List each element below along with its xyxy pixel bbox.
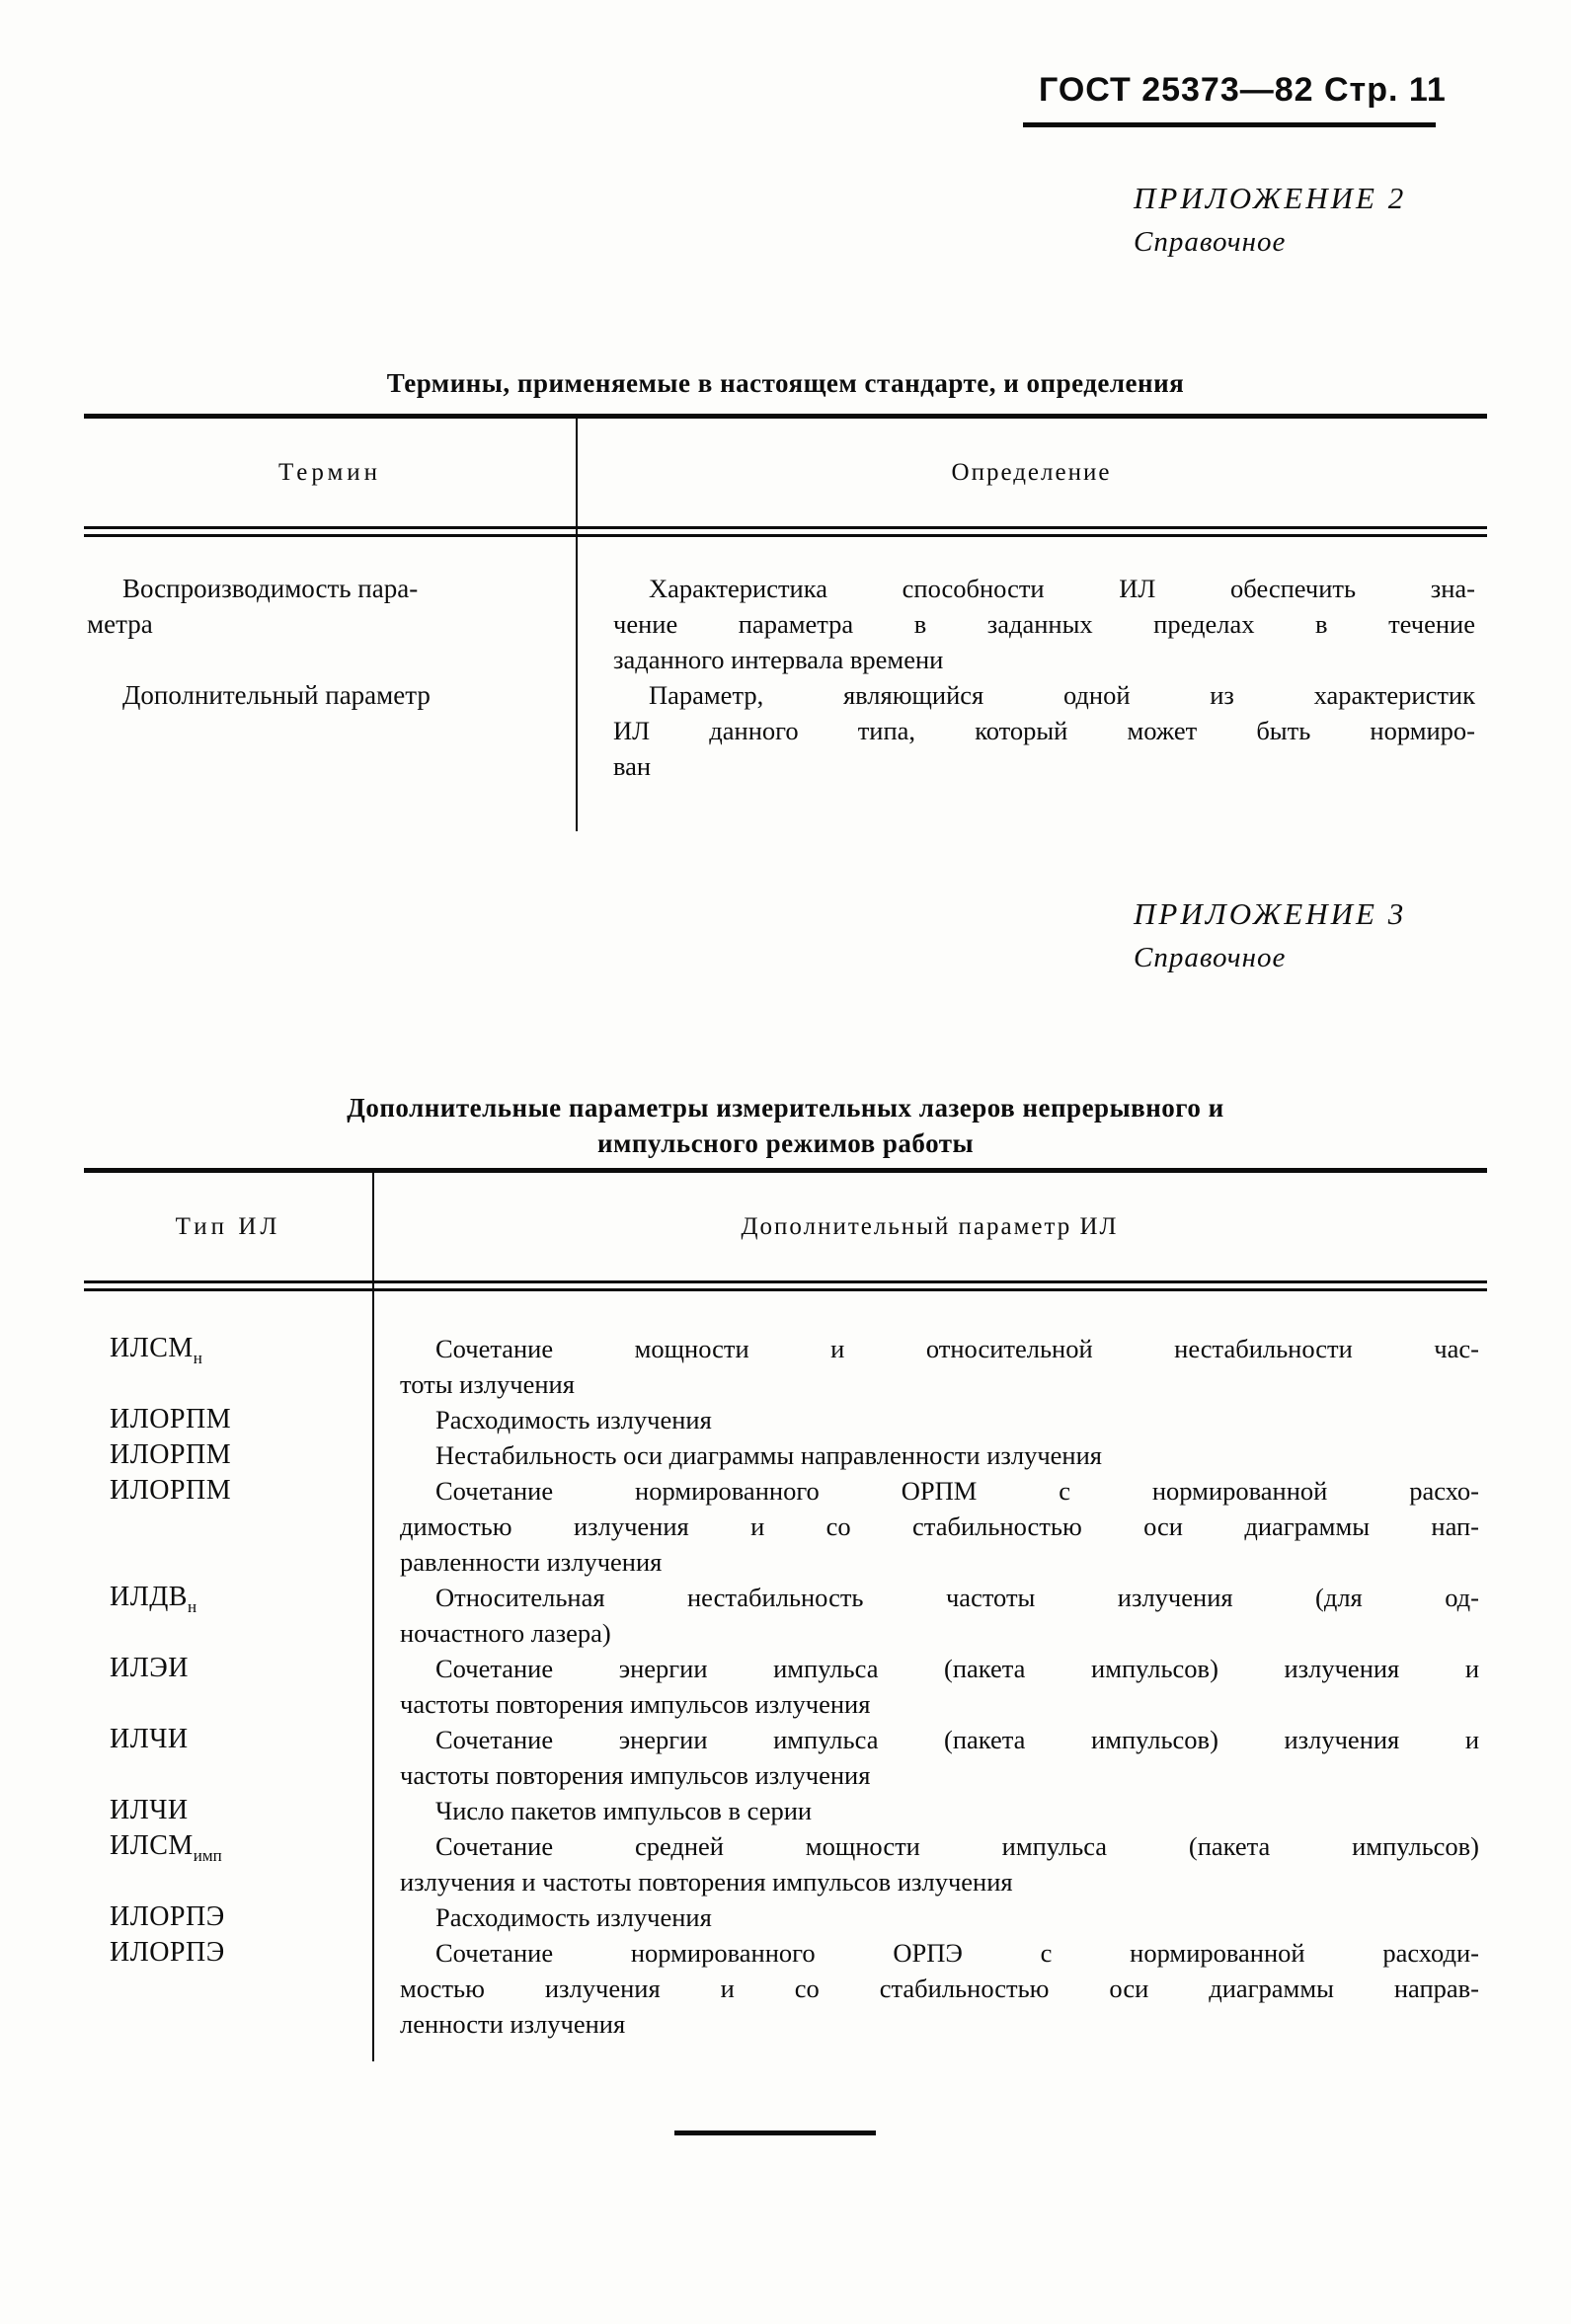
laser-type-subscript: н xyxy=(193,1349,202,1367)
table-row xyxy=(84,677,1487,784)
parameter-line: ленности излучения xyxy=(400,2009,626,2039)
term-cell xyxy=(84,677,576,784)
parameter-cell xyxy=(372,1651,1487,1722)
parameter-cell xyxy=(372,1722,1487,1793)
table1-double-rule xyxy=(84,526,1487,537)
definition-line: Характеристика способности ИЛ обеспечить зна- xyxy=(649,574,1475,603)
parameter-line: Относительная нестабильность частоты излучения (для од- xyxy=(435,1583,1479,1612)
parameter-line: Сочетание средней мощности импульса (пакета импульсов) xyxy=(435,1831,1479,1861)
laser-type-label: ИЛЧИ xyxy=(110,1724,189,1754)
table1-header-definition: Определение xyxy=(951,458,1112,486)
laser-type-label: ИЛОРПМ xyxy=(110,1439,232,1470)
appendix3-label: ПРИЛОЖЕНИЕ 3 xyxy=(1134,896,1407,931)
laser-type-cell xyxy=(84,1899,372,1935)
table-row xyxy=(84,1828,1487,1899)
parameter-cell xyxy=(372,1402,1487,1437)
parameter-line: Сочетание мощности и относительной нестабильности час- xyxy=(435,1334,1479,1363)
table-row xyxy=(84,571,1487,677)
table-row xyxy=(84,1935,1487,2042)
term-line: Дополнительный параметр xyxy=(122,680,431,710)
parameter-line: тоты излучения xyxy=(400,1369,575,1399)
laser-type-label: ИЛОРПМ xyxy=(110,1475,232,1506)
parameter-cell xyxy=(372,1437,1487,1473)
parameter-cell xyxy=(372,1935,1487,2042)
table1-column-divider xyxy=(576,414,578,831)
laser-type-label: ИЛСМ xyxy=(110,1830,194,1861)
laser-type-subscript: имп xyxy=(193,1846,222,1865)
parameter-cell xyxy=(372,1331,1487,1402)
parameter-line: Расходимость излучения xyxy=(435,1405,712,1434)
parameter-line: излучения и частоты повторения импульсов излучения xyxy=(400,1867,1013,1897)
table2-body xyxy=(84,1291,1487,2061)
laser-type-cell xyxy=(84,1651,372,1722)
laser-type-cell xyxy=(84,1402,372,1437)
laser-type-label: ИЛЧИ xyxy=(110,1795,189,1825)
parameter-line: мостью излучения и со стабильностью оси диаграммы направ- xyxy=(400,1974,1479,2003)
table-row xyxy=(84,1402,1487,1437)
table2-header-type: Тип ИЛ xyxy=(175,1212,281,1240)
table-row xyxy=(84,1793,1487,1828)
table1-body xyxy=(84,537,1487,831)
laser-type-cell xyxy=(84,1828,372,1899)
parameter-line: частоты повторения импульсов излучения xyxy=(400,1760,871,1790)
appendix2-block xyxy=(1134,181,1406,259)
definition-cell xyxy=(576,677,1487,784)
table-row xyxy=(84,1580,1487,1651)
table-row xyxy=(84,1473,1487,1580)
parameter-line: димостью излучения и со стабильностью оси диаграммы нап- xyxy=(400,1511,1479,1541)
term-line: метра xyxy=(87,609,153,639)
terms-table xyxy=(84,414,1487,831)
table2-title-line2: импульсного режимов работы xyxy=(596,1128,975,1158)
table2-double-rule xyxy=(84,1280,1487,1291)
parameter-line: частоты повторения импульсов излучения xyxy=(400,1689,871,1719)
parameter-line: Сочетание энергии импульса (пакета импульсов) излучения и xyxy=(435,1654,1479,1683)
definition-line: ИЛ данного типа, который может быть нормиро- xyxy=(613,716,1475,745)
parameter-cell xyxy=(372,1580,1487,1651)
definition-line: ван xyxy=(613,751,652,781)
header-rule xyxy=(1023,122,1436,127)
table2-title-line1: Дополнительные параметры измерительных лазеров непрерывного и xyxy=(347,1093,1224,1123)
parameter-line: равленности излучения xyxy=(400,1547,663,1577)
appendix2-note: Справочное xyxy=(1134,226,1287,258)
laser-type-label: ИЛОРПМ xyxy=(110,1404,232,1434)
table1-title: Термины, применяемые в настоящем стандарте, и определения xyxy=(386,368,1185,398)
parameter-cell xyxy=(372,1828,1487,1899)
parameter-cell xyxy=(372,1899,1487,1935)
table-row xyxy=(84,1722,1487,1793)
table1-header-row xyxy=(84,419,1487,526)
parameter-line: Нестабильность оси диаграммы направленности излучения xyxy=(435,1440,1102,1470)
parameter-cell xyxy=(372,1793,1487,1828)
laser-type-label: ИЛДВ xyxy=(110,1582,188,1612)
laser-type-cell xyxy=(84,1722,372,1793)
table2-column-divider xyxy=(372,1168,374,2061)
definition-line: Параметр, являющийся одной из характеристик xyxy=(649,680,1475,710)
laser-type-cell xyxy=(84,1331,372,1402)
definition-line: заданного интервала времени xyxy=(613,645,944,674)
table1-header-term: Термин xyxy=(277,458,382,486)
parameter-line: Сочетание нормированного ОРПЭ с нормированной расходи- xyxy=(435,1938,1479,1968)
definition-cell xyxy=(576,571,1487,677)
table-row xyxy=(84,1651,1487,1722)
parameter-line: Расходимость излучения xyxy=(435,1902,712,1932)
laser-type-cell xyxy=(84,1580,372,1651)
laser-type-subscript: н xyxy=(188,1597,197,1616)
appendix2-label: ПРИЛОЖЕНИЕ 2 xyxy=(1134,181,1407,215)
term-cell xyxy=(84,571,576,677)
parameters-table xyxy=(84,1168,1487,2061)
laser-type-cell xyxy=(84,1793,372,1828)
laser-type-label: ИЛОРПЭ xyxy=(110,1901,225,1932)
table-row xyxy=(84,1331,1487,1402)
end-of-document-rule xyxy=(674,2130,876,2135)
laser-type-label: ИЛОРПЭ xyxy=(110,1937,225,1968)
appendix3-note: Справочное xyxy=(1134,942,1287,973)
parameter-line: Число пакетов импульсов в серии xyxy=(435,1796,813,1825)
laser-type-label: ИЛЭИ xyxy=(110,1653,189,1683)
laser-type-label: ИЛСМ xyxy=(110,1333,194,1363)
table-row xyxy=(84,1899,1487,1935)
table2-title xyxy=(0,1090,1571,1161)
parameter-line: ночастного лазера) xyxy=(400,1618,611,1648)
parameter-line: Сочетание нормированного ОРПМ с нормированной расхо- xyxy=(435,1476,1479,1506)
laser-type-cell xyxy=(84,1935,372,2042)
term-line: Воспроизводимость пара- xyxy=(122,574,419,603)
table2-header-row xyxy=(84,1173,1487,1280)
laser-type-cell xyxy=(84,1473,372,1580)
appendix3-block xyxy=(1134,896,1406,974)
definition-line: чение параметра в заданных пределах в течение xyxy=(613,609,1475,639)
table-row xyxy=(84,1437,1487,1473)
parameter-cell xyxy=(372,1473,1487,1580)
table2-header-parameter: Дополнительный параметр ИЛ xyxy=(741,1212,1119,1240)
page-header: ГОСТ 25373—82 Стр. 11 xyxy=(1039,71,1447,109)
laser-type-cell xyxy=(84,1437,372,1473)
parameter-line: Сочетание энергии импульса (пакета импульсов) излучения и xyxy=(435,1725,1479,1754)
